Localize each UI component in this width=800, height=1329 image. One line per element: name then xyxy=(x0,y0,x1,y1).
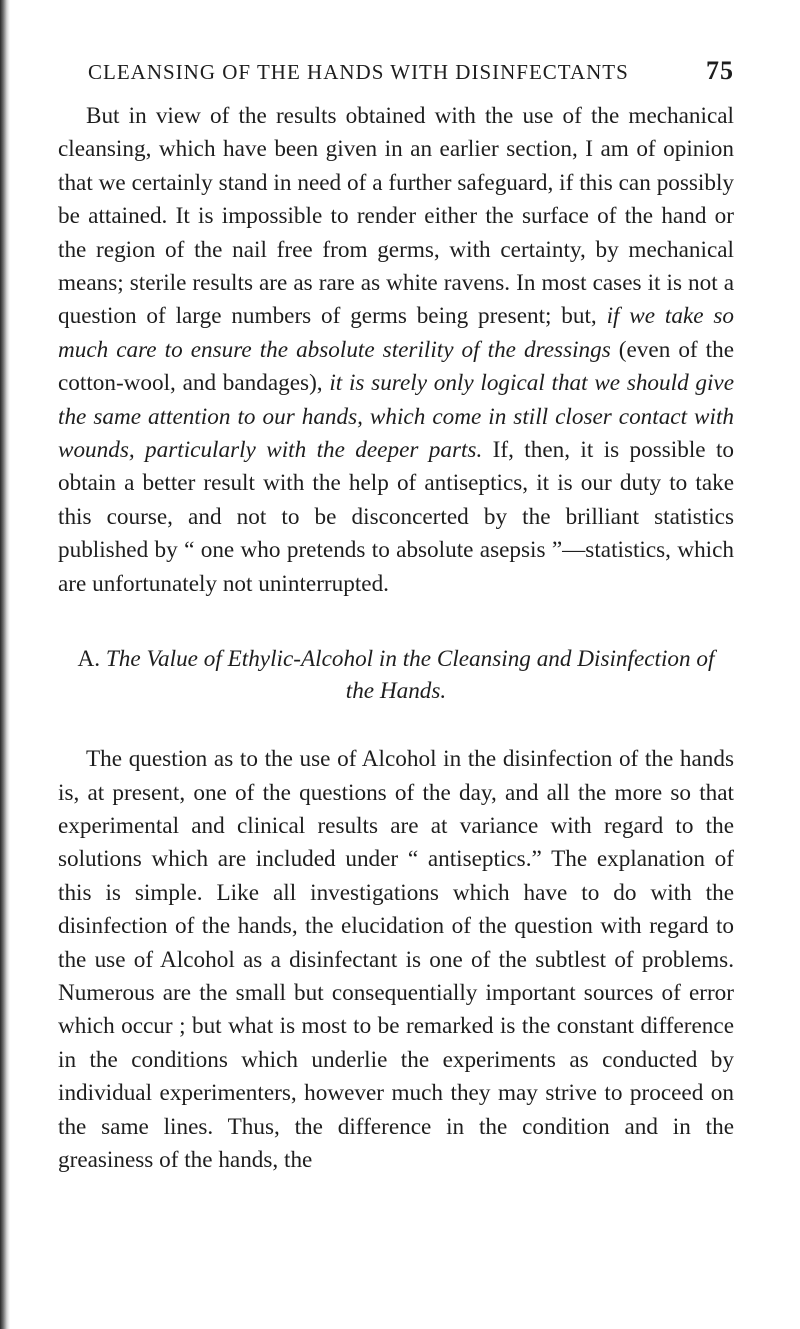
paragraph-alcohol-question xyxy=(58,743,734,1177)
book-page xyxy=(58,0,734,1177)
paragraph1-italic-b: it is surely only logical that we should give the same attention to our hands, which come in still closer contact with wounds, particularly with the deeper parts. xyxy=(58,370,735,464)
paragraph1-italic-a: if we take so much care to ensure the absolute sterility of the dressings xyxy=(58,303,734,363)
page-number: 75 xyxy=(706,56,734,85)
section-heading xyxy=(58,643,734,707)
paragraph1-text-b: (even of the cotton-wool, and bandages), xyxy=(58,336,735,397)
section-label: A. xyxy=(77,646,101,673)
paragraph2-text: The question as to the use of Alcohol in the disinfection of the hands is, at present, one of the questions of the day, and all the more so that experimental and clinical results are at variance with regard to the solutions which are included under “ antiseptics.” The explanation of this is simple. Like all investigations which have to do with the disinfection of the hands, the elucidation of the question with regard to the use of Alcohol as a disinfectant is one of the subtlest of problems. Numerous are the small but consequentially important sources of error which occur ; but what is most to be remarked is the constant difference in the conditions which underlie the experiments as conducted by individual experimenters, however much they may strive to proceed on the same lines. Thus, the difference in the condition and in the greasiness of the hands, the xyxy=(58,746,734,1173)
paragraph-alcohol-intro xyxy=(58,100,734,601)
paragraph1-text-a: But in view of the results obtained with the use of the mechanical cleansing, which have been given in an earlier section, I am of opinion that we certainly stand in need of a further safeguard, if this can possibly be attained. It is impossible to render either the surface of the hand or the region of the nail free from germs, with certainty, by mechanical means; sterile results are as rare as white ravens. In most cases it is not a question of large numbers of germs being present; but, xyxy=(58,103,734,330)
running-head xyxy=(58,56,734,100)
running-title: CLEANSING OF THE HANDS WITH DISINFECTANTS xyxy=(88,60,629,84)
binding-edge-shadow xyxy=(0,0,10,1329)
section-title: The Value of Ethylic-Alcohol in the Cleansing and Disinfection of the Hands. xyxy=(105,646,715,705)
paragraph1-text-c: If, then, it is possible to obtain a better result with the help of antiseptics, it is our duty to take this course, and not to be disconcerted by the brilliant statistics published by “ one who pretends to absolute asepsis ”—statistics, which are unfortunately not uninterrupted. xyxy=(58,437,734,597)
